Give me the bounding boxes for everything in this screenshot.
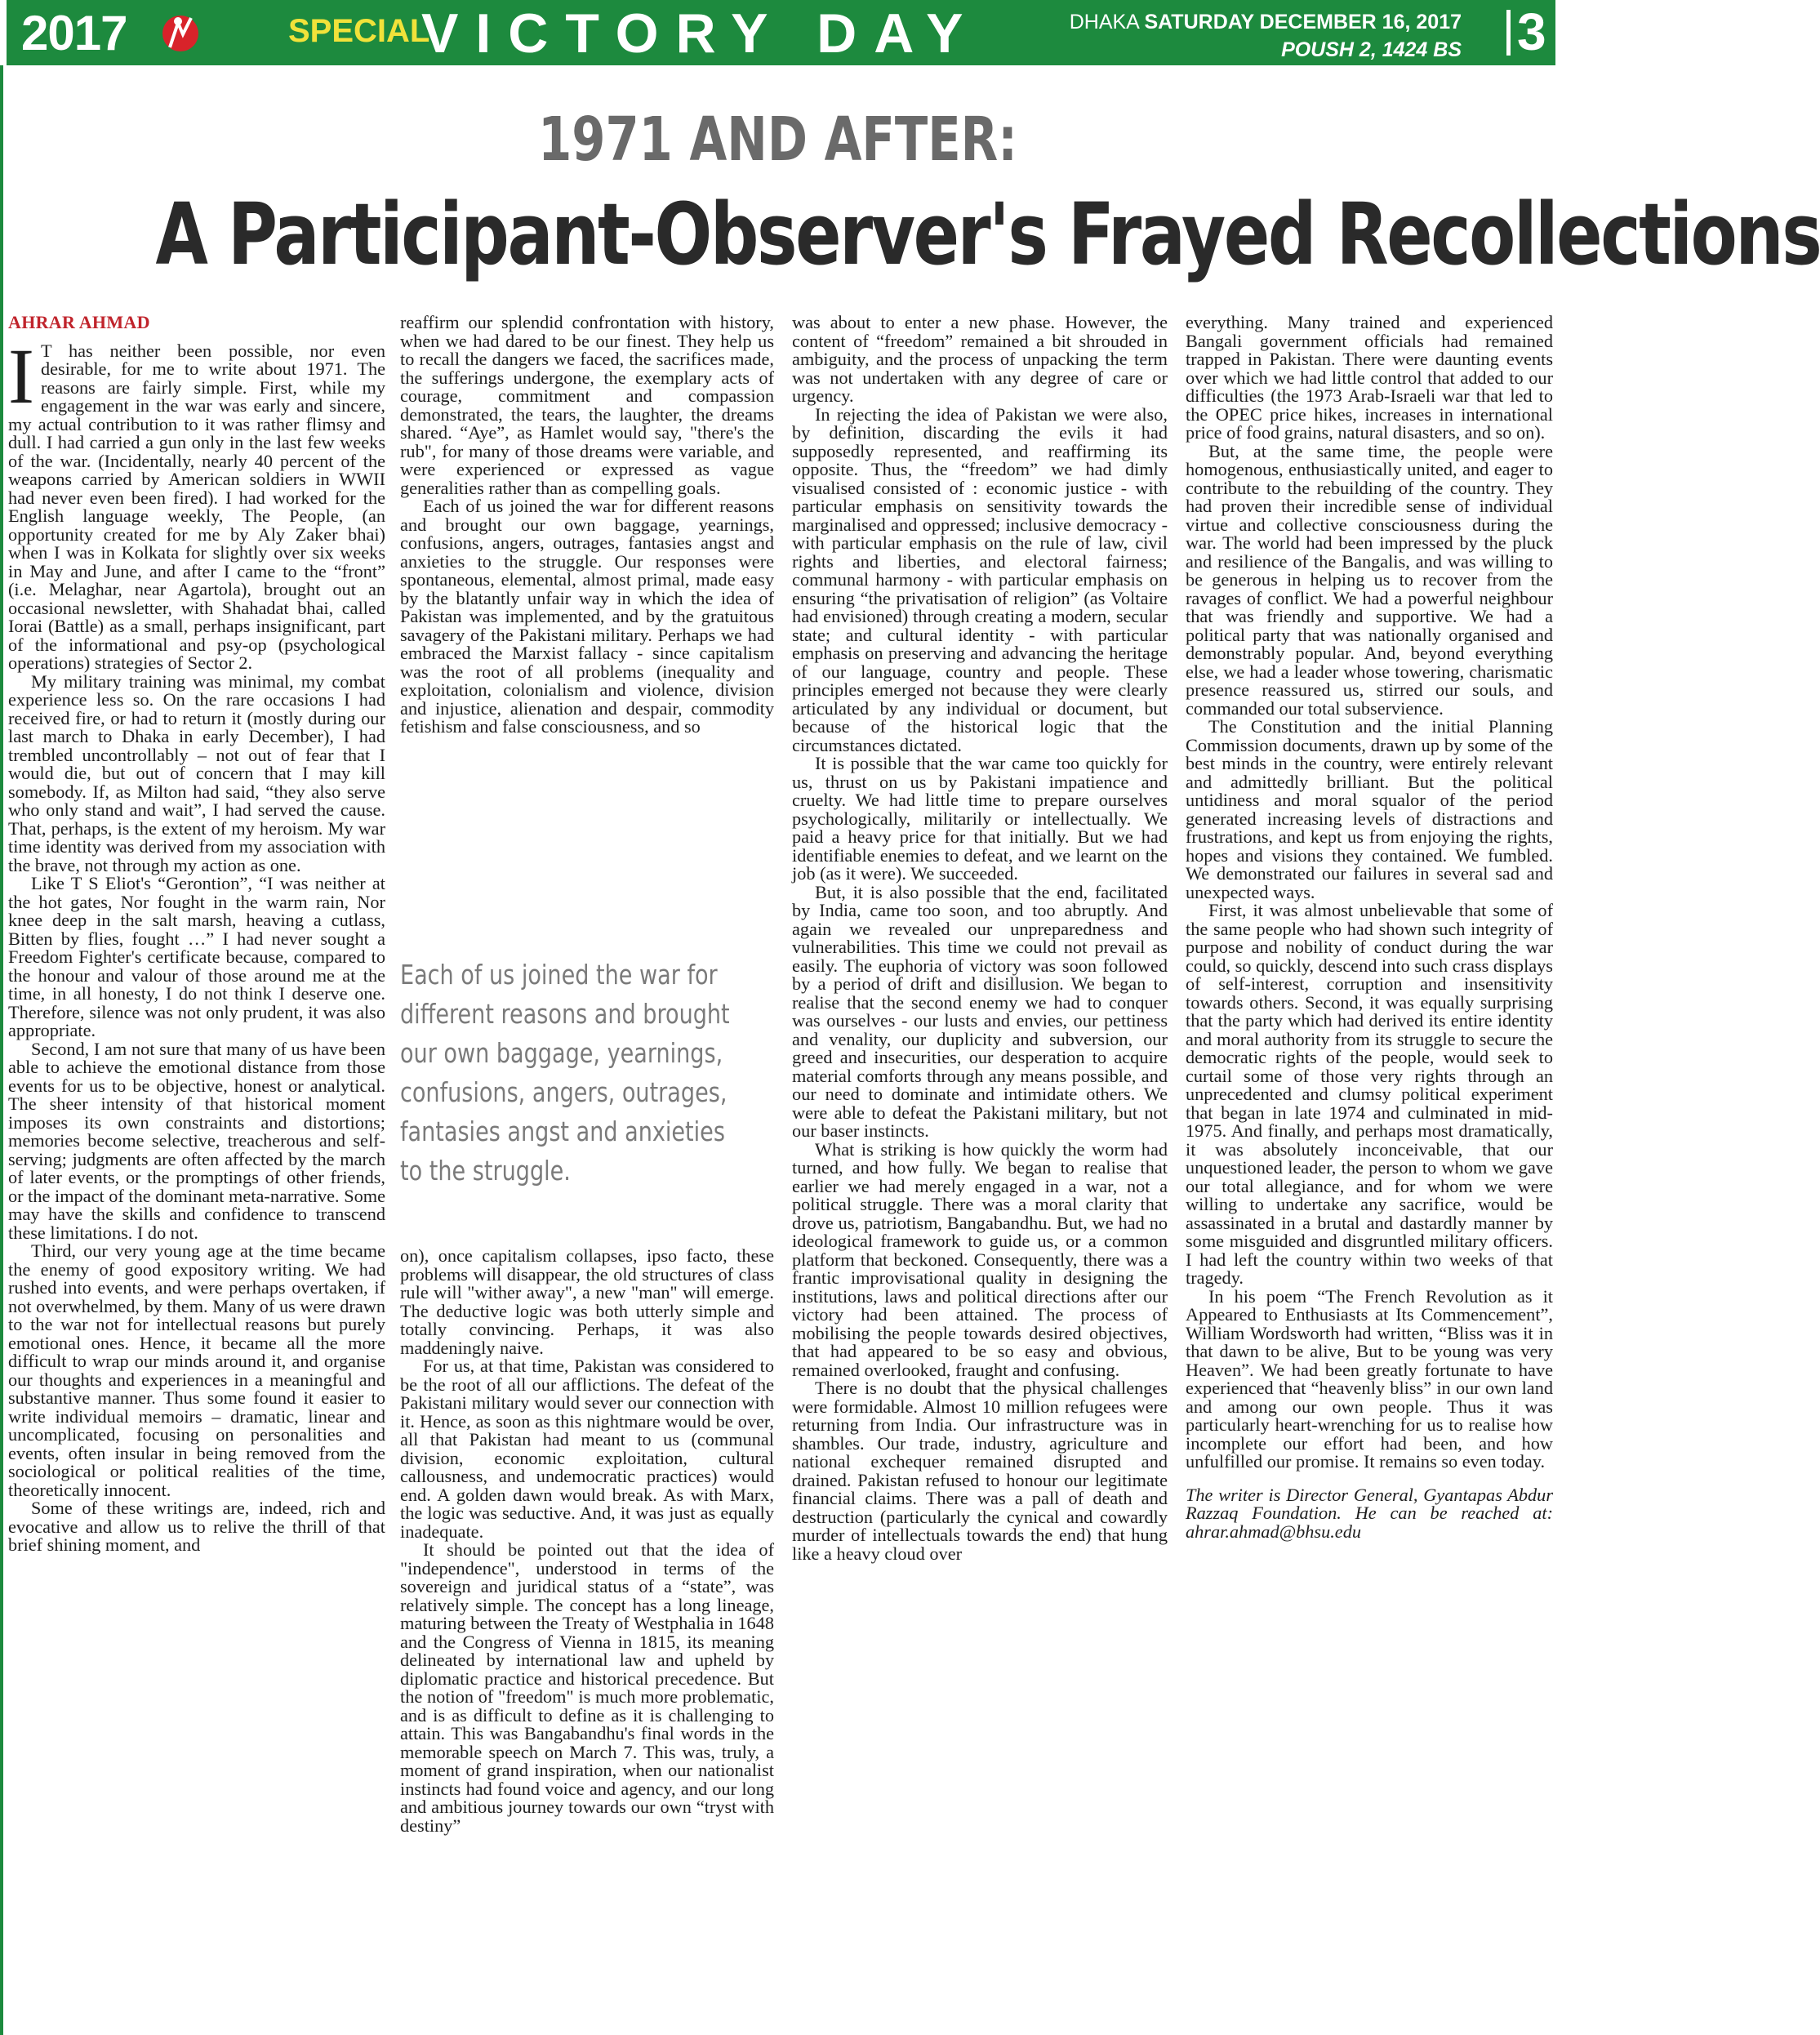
article-column-2-continued <box>400 1247 774 1835</box>
paragraph: I T has neither been possible, nor even desirable, for me to write about 1971. The reasons are fairly simple. First, while my engagement in the war was early and sincere, my actual contribution to it was rather flimsy and dull. I had carried a gun only in the last few weeks of the war. (Incidentally, nearly 40 percent of the weapons carried by American soldiers in WWII had never even been fired). I had worked for the English language weekly, The People, (an opportunity created for me by Aly Zaker bhai) when I was in Kolkata for slightly over six weeks in May and June, and after I came to the “front” (i.e. Melaghar, near Agartola), brought out an occasional newsletter, with Shahadat bhai, called Iorai (Battle) as a small, perhaps insignificant, part of the informational and psy-op (psychological operations) strategies of Sector 2. <box>8 332 385 673</box>
banner-bangla-date: POUSH 2, 1424 BS <box>1281 38 1462 61</box>
paragraph: First, it was almost unbelievable that some of the same people who had shown such integrity of purpose and nobility of conduct during the war could, so quickly, descend into such crass displays of self-interest, corruption and insensitivity towards others. Second, it was equally surprising that the party which had derived its entire identity and moral authority from its struggle to secure the democratic rights of the people, would seek to curtail some of those very rights through an unprecedented and clumsy political experiment that began in late 1974 and culminated in mid-1975. And finally, and perhaps most dramatically, it was absolutely inconceivable, that our unquestioned leader, the person to whom we gave our total allegiance, and for whom we were willing to undertake any sacrifice, would be assassinated in a brutal and dastardly manner by some misguided and disgruntled military officers. I had left the country within two weeks of that tragedy. <box>1186 900 1553 1288</box>
paragraph: on), once capitalism collapses, ipso facto, these problems will disappear, the old structures of class rule will "wither away", a new "man" will emerge. The deductive logic was both utterly simple and totally convincing. Perhaps, it was also maddeningly naive. <box>400 1245 774 1358</box>
section-banner <box>7 0 1555 65</box>
author-note: The writer is Director General, Gyantapas Abdur Razzaq Foundation. He can be reached at: ahrar.ahmad@bhsu.edu <box>1186 1484 1553 1542</box>
left-rule <box>0 65 3 2035</box>
banner-special-label: SPECIAL <box>288 13 430 49</box>
paragraph: But, it is also possible that the end, facilitated by India, came too soon, and too abruptly. And again we revealed our unpreparedness and vulnerabilities. This time we could not prevail as easily. The euphoria of victory was soon followed by a period of drift and disillusion. We began to realise that the second enemy we had to conquer was ourselves - our lusts and envies, our pettiness and venality, our duplicity and subversion, our greed and insecurities, our desperation to acquire material comforts through any means possible, and our need to dominate and intimidate others. We were able to defeat the Pakistani military, but not our baser instincts. <box>792 881 1168 1141</box>
victory-day-flag-icon <box>145 7 216 60</box>
banner-divider <box>1506 10 1511 56</box>
paragraph: Second, I am not sure that many of us have been able to achieve the emotional distance from those events for us to be objective, honest or analytical. The sheer intensity of that historical moment imposes its own constraints and distortions; memories become selective, treacherous and self-serving; judgments are often affected by the march of later events, or the promptings of other friends, or the impact of the dominant meta-narrative. Some may have the skills and confidence to transcend these limitations. I do not. <box>8 1038 385 1243</box>
pull-quote: Each of us joined the war for different reasons and brought our own baggage, yearnings, confusions, angers, outrages, fantasies angst and anxieties to the struggle. <box>400 959 730 1187</box>
paragraph: Like T S Eliot's “Gerontion”, “I was neither at the hot gates, Nor fought in the warm rain, Nor knee deep in the salt marsh, heaving a cutlass, Bitten by flies, fought …” I had never sought a Freedom Fighter's certificate because, compared to the honour and valour of those around me at the time, in all honesty, I do not think I deserve one. Therefore, silence was not only prudent, it was also appropriate. <box>8 873 385 1040</box>
drop-cap: I <box>8 332 34 420</box>
paragraph: In his poem “The French Revolution as it Appeared to Enthusiasts at Its Commencement”, William Wordsworth had written, “Bliss was it in that dawn to be alive, But to be young was very Heaven”. We had been greatly fortunate to have experienced that “heavenly bliss” in our own land and among our own people. Thus it was particularly heart-wrenching for us to realise how incomplete our effort had been, and how unfulfilled our promise. It remains so even today. <box>1186 1285 1553 1472</box>
paragraph: For us, at that time, Pakistan was considered to be the root of all our afflictions. The defeat of the Pakistani military would sever our connection with it. Hence, as soon as this nightmare would be over, all that Pakistan had meant to us (communal division, economic exploitation, cultural callousness, and undemocratic practices) would end. A golden dawn would break. As with Marx, the logic was seductive. And, it was just as equally inadequate. <box>400 1356 774 1542</box>
article-column-2 <box>400 314 774 737</box>
paragraph: was about to enter a new phase. However, the content of “freedom” remained a bit shrouded in ambiguity, and the process of unpacking the term was not undertaken with any degree of care or urgency. <box>792 312 1168 406</box>
banner-section-title: VICTORY DAY <box>421 2 981 65</box>
paragraph: everything. Many trained and experienced Bangali government officials had remained trapped in Pakistan. There were daunting events over which we had little control that added to our difficulties (the 1973 Arab-Israeli war that led to the OPEC price hikes, increases in international price of food grains, natural disasters, and so on). <box>1186 312 1553 443</box>
article-kicker: 1971 AND AFTER: <box>538 105 1017 175</box>
paragraph: It should be pointed out that the idea of "independence", understood in terms of the sovereign and juridical status of a “state”, was relatively simple. The concept has a long lineage, maturing between the Treaty of Westphalia in 1648 and the Congress of Vienna in 1815, its meaning delineated by international law and upheld by diplomatic practice and historical precedence. But the notion of "freedom" is much more problematic, and is as difficult to define as it is challenging to attain. This was Bangabandhu's final words in the memorable speech on March 7. This was, truly, a moment of grand inspiration, when our nationalist instincts had found voice and agency, and our long and ambitious journey towards our own “tryst with destiny” <box>400 1539 774 1836</box>
article-column-1 <box>8 314 385 1555</box>
paragraph: Each of us joined the war for different reasons and brought our own baggage, yearnings, confusions, angers, outrages, fantasies angst and anxieties to the struggle. Our responses were spontaneous, elemental, almost primal, made easy by the blatantly unfair way in which the idea of Pakistan was implemented, and by the gratuitous savagery of the Pakistani military. Perhaps we had embraced the Marxist fallacy - since capitalism was the root of all problems (inequality and exploitation, colonialism and violence, division and injustice, alienation and despair, commodity fetishism and false consciousness, and so <box>400 496 774 737</box>
banner-year: 2017 <box>21 6 127 60</box>
paragraph: My military training was minimal, my combat experience less so. On the rare occasions I had received fire, or had to return it (mostly during our last march to Dhaka in early December), I had trembled uncontrollably – not out of fear that I would die, but out of concern that I may kill somebody. If, as Milton had said, “they also serve who only stand and wait”, I had served the cause. That, perhaps, is the extent of my heroism. My war time identity was derived from my association with the brave, not through my action as one. <box>8 670 385 875</box>
article-headline: A Participant-Observer's Frayed Recollections <box>155 185 1820 284</box>
banner-date: SATURDAY DECEMBER 16, 2017 <box>1144 11 1462 33</box>
paragraph: Third, our very young age at the time became the enemy of good expository writing. We had rushed into events, and were perhaps overtaken, if not overwhelmed, by them. Many of us were drawn to the war not for intellectual reasons but purely emotional ones. Hence, it became all the more difficult to wrap our minds around it, and organise our thoughts and experiences in a meaningful and substantive manner. Thus some found it easier to write individual memoirs – dramatic, linear and uncomplicated, focusing on personalities and events, often insular in being removed from the sociological or political realities of the time, theoretically innocent. <box>8 1240 385 1500</box>
paragraph: The Constitution and the initial Planning Commission documents, drawn up by some of the best minds in the country, were entirely relevant and admittedly brilliant. But the political untidiness and moral squalor of the period generated increasing levels of distractions and frustrations, and kept us from enjoying the rights, hopes and visions they contained. We fumbled. We demonstrated our failures in several sad and unexpected ways. <box>1186 716 1553 902</box>
article-column-3 <box>792 314 1168 1563</box>
banner-dateline <box>1070 8 1462 64</box>
paragraph: What is striking is how quickly the worm had turned, and how fully. We began to realise that earlier we had merely engaged in a war, not a political struggle. There was a moral clarity that drove us, patriotism, Bangabandhu. But, we had no ideological framework to guide us, or a common platform that beckoned. Consequently, there was a frantic improvisational quality in designing the institutions, laws and political directions after our victory had been attained. The process of mobilising the people towards desired objectives, that had appeared to be so easy and obvious, remained overlooked, fraught and confusing. <box>792 1138 1168 1380</box>
paragraph: reaffirm our splendid confrontation with history, when we had dared to be our finest. They help us to recall the dangers we faced, the sacrifices made, the sufferings undergone, the exemplary acts of courage, commitment and compassion demonstrated, the tears, the laughter, the dreams shared. “Aye”, as Hamlet would say, "there's the rub", for many of those dreams were variable, and were experienced or expressed as vague generalities rather than as compelling goals. <box>400 312 774 498</box>
paragraph: In rejecting the idea of Pakistan we were also, by definition, discarding the evils it had supposedly represented, and reaffirming its opposite. Thus, the “freedom” we had dimly visualised consisted of : economic justice - with particular emphasis on sensitivity towards the marginalised and oppressed; inclusive democracy - with particular emphasis on the rule of law, civil rights and liberties, and electoral fairness; communal harmony - with particular emphasis on ensuring “the privatisation of religion” (as Voltaire had envisioned) through creating a modern, secular state; and cultural identity - with particular emphasis on preserving and advancing the heritage of our language, country and people. These principles emerged not because they were clearly articulated by any individual or document, but because of the historical logic that the circumstances dictated. <box>792 403 1168 755</box>
author-byline: AHRAR AHMAD <box>8 312 150 332</box>
paragraph: Some of these writings are, indeed, rich and evocative and allow us to relive the thrill of that brief shining moment, and <box>8 1498 385 1555</box>
page-number: 3 <box>1517 2 1546 61</box>
banner-city: DHAKA <box>1069 11 1139 33</box>
paragraph: But, at the same time, the people were homogenous, enthusiastically united, and eager to contribute to the rebuilding of the country. They had proven their incredible sense of individual virtue and collective consciousness during the war. The world had been impressed by the pluck and resilience of the Bangalis, and was willing to be generous in helping us to recover from the ravages of conflict. We had a powerful neighbour that was friendly and supportive. We had a political party that was nationally organised and demonstrably popular. And, beyond everything else, we had a leader whose towering, charismatic presence reassured us, stirred our souls, and commanded our total subservience. <box>1186 440 1553 719</box>
paragraph: It is possible that the war came too quickly for us, thrust on us by Pakistani impatience and cruelty. We had little time to prepare ourselves psychologically, militarily or intellectually. We paid a heavy price for that initially. But we had identifiable enemies to defeat, and we learnt on the job (as it were). We succeeded. <box>792 753 1168 884</box>
article-column-4 <box>1186 314 1553 1541</box>
paragraph: There is no doubt that the physical challenges were formidable. Almost 10 million refugees were returning from India. Our infrastructure was in shambles. Our trade, industry, agriculture and national exchequer remained disrupted and drained. Pakistan refused to honour our legitimate financial claims. There was a pall of death and destruction (particularly the cynical and cowardly murder of intellectuals towards the end) that hung like a heavy cloud over <box>792 1378 1168 1564</box>
